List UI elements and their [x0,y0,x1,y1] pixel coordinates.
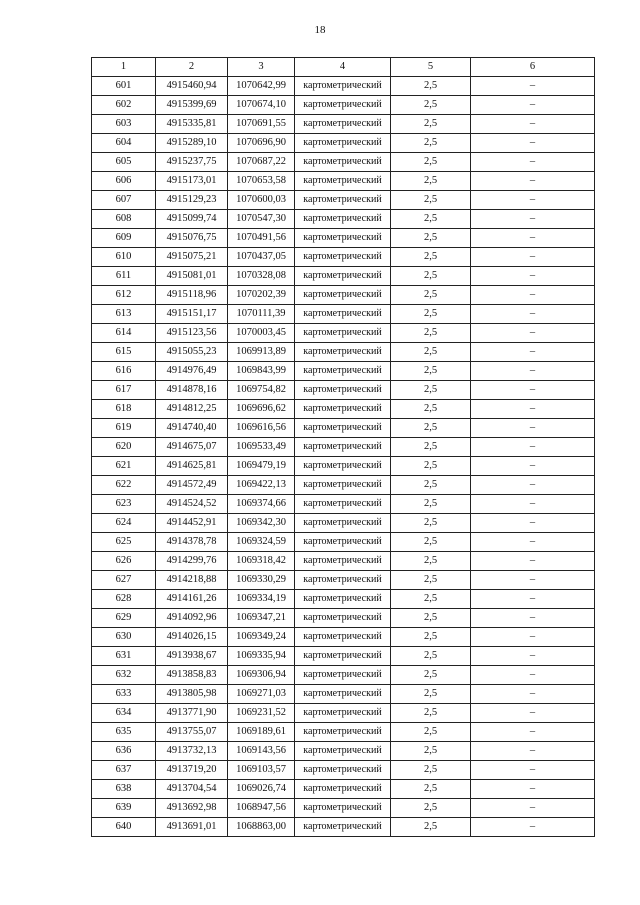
point-number-cell: 609 [92,229,156,248]
point-number-cell: 615 [92,343,156,362]
coordinate-x-cell: 4914092,96 [156,609,228,628]
method-cell: картометрический [295,115,391,134]
coordinate-x-cell: 4914878,16 [156,381,228,400]
point-number-cell: 638 [92,780,156,799]
note-cell: – [471,324,595,343]
table-row [92,419,595,438]
accuracy-cell: 2,5 [391,723,471,742]
note-cell: – [471,818,595,837]
coordinate-x-cell: 4915123,56 [156,324,228,343]
coordinate-y-cell: 1069189,61 [228,723,295,742]
point-number-cell: 618 [92,400,156,419]
coordinate-y-cell: 1069696,62 [228,400,295,419]
coordinate-y-cell: 1069342,30 [228,514,295,533]
table-row [92,305,595,324]
coordinate-y-cell: 1069306,94 [228,666,295,685]
method-cell: картометрический [295,343,391,362]
point-number-cell: 627 [92,571,156,590]
note-cell: – [471,666,595,685]
note-cell: – [471,438,595,457]
table-row [92,476,595,495]
note-cell: – [471,552,595,571]
accuracy-cell: 2,5 [391,77,471,96]
table-row [92,438,595,457]
point-number-cell: 605 [92,153,156,172]
accuracy-cell: 2,5 [391,799,471,818]
note-cell: – [471,609,595,628]
table-row [92,799,595,818]
point-number-cell: 617 [92,381,156,400]
table-row [92,685,595,704]
accuracy-cell: 2,5 [391,115,471,134]
method-cell: картометрический [295,685,391,704]
point-number-cell: 631 [92,647,156,666]
coordinate-x-cell: 4913805,98 [156,685,228,704]
method-cell: картометрический [295,324,391,343]
point-number-cell: 602 [92,96,156,115]
header-col-1: 1 [92,58,156,77]
accuracy-cell: 2,5 [391,248,471,267]
accuracy-cell: 2,5 [391,267,471,286]
table-row [92,324,595,343]
accuracy-cell: 2,5 [391,533,471,552]
accuracy-cell: 2,5 [391,628,471,647]
accuracy-cell: 2,5 [391,609,471,628]
coordinate-y-cell: 1070642,99 [228,77,295,96]
coordinate-x-cell: 4914976,49 [156,362,228,381]
header-col-4: 4 [295,58,391,77]
coordinate-x-cell: 4913692,98 [156,799,228,818]
table-row [92,628,595,647]
method-cell: картометрический [295,457,391,476]
point-number-cell: 639 [92,799,156,818]
note-cell: – [471,400,595,419]
coordinate-y-cell: 1069533,49 [228,438,295,457]
coordinate-y-cell: 1070491,56 [228,229,295,248]
method-cell: картометрический [295,799,391,818]
coordinate-y-cell: 1070600,03 [228,191,295,210]
table-row [92,153,595,172]
accuracy-cell: 2,5 [391,210,471,229]
accuracy-cell: 2,5 [391,818,471,837]
coordinate-y-cell: 1069422,13 [228,476,295,495]
table-row [92,343,595,362]
method-cell: картометрический [295,381,391,400]
coordinate-y-cell: 1069843,99 [228,362,295,381]
point-number-cell: 616 [92,362,156,381]
accuracy-cell: 2,5 [391,457,471,476]
point-number-cell: 604 [92,134,156,153]
coordinate-x-cell: 4913771,90 [156,704,228,723]
point-number-cell: 601 [92,77,156,96]
method-cell: картометрический [295,723,391,742]
table-row [92,590,595,609]
coordinate-y-cell: 1069754,82 [228,381,295,400]
coordinate-x-cell: 4913938,67 [156,647,228,666]
point-number-cell: 610 [92,248,156,267]
table-row [92,248,595,267]
method-cell: картометрический [295,419,391,438]
table-row [92,552,595,571]
table-row [92,571,595,590]
note-cell: – [471,514,595,533]
coordinate-y-cell: 1069271,03 [228,685,295,704]
note-cell: – [471,134,595,153]
point-number-cell: 628 [92,590,156,609]
note-cell: – [471,172,595,191]
point-number-cell: 640 [92,818,156,837]
table-row [92,495,595,514]
coordinate-x-cell: 4915076,75 [156,229,228,248]
note-cell: – [471,419,595,438]
point-number-cell: 622 [92,476,156,495]
coordinate-x-cell: 4914740,40 [156,419,228,438]
point-number-cell: 625 [92,533,156,552]
table-row [92,191,595,210]
coordinate-x-cell: 4914572,49 [156,476,228,495]
coordinate-y-cell: 1070653,58 [228,172,295,191]
method-cell: картометрический [295,666,391,685]
table-row [92,115,595,134]
accuracy-cell: 2,5 [391,514,471,533]
accuracy-cell: 2,5 [391,419,471,438]
coordinate-y-cell: 1070328,08 [228,267,295,286]
method-cell: картометрический [295,134,391,153]
accuracy-cell: 2,5 [391,438,471,457]
table-row [92,761,595,780]
accuracy-cell: 2,5 [391,229,471,248]
coordinate-x-cell: 4914299,76 [156,552,228,571]
method-cell: картометрический [295,286,391,305]
coordinate-x-cell: 4915099,74 [156,210,228,229]
method-cell: картометрический [295,742,391,761]
table-row [92,134,595,153]
accuracy-cell: 2,5 [391,685,471,704]
accuracy-cell: 2,5 [391,571,471,590]
table-row [92,609,595,628]
coordinate-x-cell: 4914452,91 [156,514,228,533]
method-cell: картометрический [295,267,391,286]
table-row [92,818,595,837]
coordinate-x-cell: 4915237,75 [156,153,228,172]
method-cell: картометрический [295,438,391,457]
coordinate-y-cell: 1069026,74 [228,780,295,799]
method-cell: картометрический [295,590,391,609]
method-cell: картометрический [295,704,391,723]
point-number-cell: 636 [92,742,156,761]
method-cell: картометрический [295,818,391,837]
coordinate-x-cell: 4914218,88 [156,571,228,590]
header-col-3: 3 [228,58,295,77]
table-row [92,210,595,229]
coordinate-x-cell: 4914378,78 [156,533,228,552]
table-row [92,704,595,723]
method-cell: картометрический [295,191,391,210]
coordinate-y-cell: 1068947,56 [228,799,295,818]
method-cell: картометрический [295,628,391,647]
coordinate-x-cell: 4913858,83 [156,666,228,685]
coordinate-x-cell: 4913691,01 [156,818,228,837]
table-row [92,647,595,666]
method-cell: картометрический [295,210,391,229]
note-cell: – [471,647,595,666]
table-row [92,742,595,761]
method-cell: картометрический [295,609,391,628]
header-row [92,58,595,77]
coordinate-y-cell: 1070111,39 [228,305,295,324]
coordinate-x-cell: 4913755,07 [156,723,228,742]
point-number-cell: 611 [92,267,156,286]
coordinate-x-cell: 4915335,81 [156,115,228,134]
coordinate-y-cell: 1069231,52 [228,704,295,723]
table-row [92,400,595,419]
accuracy-cell: 2,5 [391,381,471,400]
table-row [92,457,595,476]
coordinate-y-cell: 1070691,55 [228,115,295,134]
coordinate-y-cell: 1069324,59 [228,533,295,552]
coordinate-y-cell: 1070674,10 [228,96,295,115]
coordinate-y-cell: 1070003,45 [228,324,295,343]
method-cell: картометрический [295,153,391,172]
coordinate-x-cell: 4915399,69 [156,96,228,115]
method-cell: картометрический [295,514,391,533]
method-cell: картометрический [295,172,391,191]
coordinate-x-cell: 4913704,54 [156,780,228,799]
note-cell: – [471,590,595,609]
point-number-cell: 614 [92,324,156,343]
note-cell: – [471,685,595,704]
point-number-cell: 612 [92,286,156,305]
method-cell: картометрический [295,305,391,324]
coordinate-y-cell: 1069335,94 [228,647,295,666]
method-cell: картометрический [295,533,391,552]
coordinate-x-cell: 4915118,96 [156,286,228,305]
accuracy-cell: 2,5 [391,400,471,419]
point-number-cell: 607 [92,191,156,210]
table-row [92,533,595,552]
point-number-cell: 620 [92,438,156,457]
coordinate-y-cell: 1069103,57 [228,761,295,780]
note-cell: – [471,495,595,514]
note-cell: – [471,533,595,552]
header-col-6: 6 [471,58,595,77]
accuracy-cell: 2,5 [391,172,471,191]
note-cell: – [471,115,595,134]
point-number-cell: 624 [92,514,156,533]
point-number-cell: 613 [92,305,156,324]
method-cell: картометрический [295,400,391,419]
note-cell: – [471,229,595,248]
note-cell: – [471,571,595,590]
coordinate-y-cell: 1070687,22 [228,153,295,172]
method-cell: картометрический [295,248,391,267]
table-row [92,172,595,191]
method-cell: картометрический [295,362,391,381]
point-number-cell: 633 [92,685,156,704]
coordinate-y-cell: 1069318,42 [228,552,295,571]
table-header [92,58,595,77]
table-row [92,229,595,248]
method-cell: картометрический [295,476,391,495]
coordinate-x-cell: 4915460,94 [156,77,228,96]
note-cell: – [471,210,595,229]
header-col-5: 5 [391,58,471,77]
table-row [92,96,595,115]
note-cell: – [471,723,595,742]
method-cell: картометрический [295,229,391,248]
accuracy-cell: 2,5 [391,552,471,571]
coordinates-table [91,57,595,837]
note-cell: – [471,476,595,495]
coordinate-y-cell: 1069330,29 [228,571,295,590]
coordinate-y-cell: 1069913,89 [228,343,295,362]
method-cell: картометрический [295,77,391,96]
point-number-cell: 606 [92,172,156,191]
accuracy-cell: 2,5 [391,590,471,609]
point-number-cell: 632 [92,666,156,685]
accuracy-cell: 2,5 [391,780,471,799]
accuracy-cell: 2,5 [391,647,471,666]
coordinate-x-cell: 4914625,81 [156,457,228,476]
coordinate-x-cell: 4915129,23 [156,191,228,210]
accuracy-cell: 2,5 [391,495,471,514]
table-row [92,362,595,381]
coordinate-y-cell: 1069143,56 [228,742,295,761]
point-number-cell: 619 [92,419,156,438]
coordinate-x-cell: 4915173,01 [156,172,228,191]
accuracy-cell: 2,5 [391,286,471,305]
coordinate-x-cell: 4914524,52 [156,495,228,514]
coordinate-y-cell: 1069479,19 [228,457,295,476]
method-cell: картометрический [295,761,391,780]
coordinate-x-cell: 4915081,01 [156,267,228,286]
method-cell: картометрический [295,780,391,799]
coordinate-x-cell: 4915075,21 [156,248,228,267]
accuracy-cell: 2,5 [391,704,471,723]
point-number-cell: 637 [92,761,156,780]
coordinate-x-cell: 4914812,25 [156,400,228,419]
note-cell: – [471,343,595,362]
coordinate-x-cell: 4915151,17 [156,305,228,324]
point-number-cell: 608 [92,210,156,229]
note-cell: – [471,362,595,381]
note-cell: – [471,742,595,761]
coordinate-y-cell: 1070202,39 [228,286,295,305]
point-number-cell: 630 [92,628,156,647]
note-cell: – [471,799,595,818]
accuracy-cell: 2,5 [391,324,471,343]
table-row [92,267,595,286]
coordinate-y-cell: 1069349,24 [228,628,295,647]
note-cell: – [471,628,595,647]
note-cell: – [471,191,595,210]
point-number-cell: 621 [92,457,156,476]
note-cell: – [471,77,595,96]
coordinate-y-cell: 1069334,19 [228,590,295,609]
header-col-2: 2 [156,58,228,77]
table-row [92,780,595,799]
accuracy-cell: 2,5 [391,666,471,685]
note-cell: – [471,248,595,267]
note-cell: – [471,286,595,305]
accuracy-cell: 2,5 [391,305,471,324]
coordinate-y-cell: 1070547,30 [228,210,295,229]
coordinate-y-cell: 1069616,56 [228,419,295,438]
method-cell: картометрический [295,495,391,514]
accuracy-cell: 2,5 [391,153,471,172]
coordinate-y-cell: 1070696,90 [228,134,295,153]
accuracy-cell: 2,5 [391,476,471,495]
point-number-cell: 635 [92,723,156,742]
coordinate-y-cell: 1068863,00 [228,818,295,837]
note-cell: – [471,704,595,723]
note-cell: – [471,381,595,400]
point-number-cell: 626 [92,552,156,571]
point-number-cell: 629 [92,609,156,628]
coordinate-x-cell: 4913719,20 [156,761,228,780]
method-cell: картометрический [295,647,391,666]
point-number-cell: 603 [92,115,156,134]
accuracy-cell: 2,5 [391,191,471,210]
note-cell: – [471,457,595,476]
coordinate-y-cell: 1069347,21 [228,609,295,628]
table-row [92,666,595,685]
accuracy-cell: 2,5 [391,96,471,115]
coordinate-x-cell: 4914026,15 [156,628,228,647]
coordinate-x-cell: 4915055,23 [156,343,228,362]
coordinate-y-cell: 1070437,05 [228,248,295,267]
method-cell: картометрический [295,96,391,115]
table-row [92,514,595,533]
table-row [92,723,595,742]
coordinate-x-cell: 4913732,13 [156,742,228,761]
accuracy-cell: 2,5 [391,761,471,780]
method-cell: картометрический [295,552,391,571]
table-row [92,286,595,305]
table-body [92,77,595,837]
coordinate-x-cell: 4914675,07 [156,438,228,457]
accuracy-cell: 2,5 [391,362,471,381]
note-cell: – [471,761,595,780]
accuracy-cell: 2,5 [391,742,471,761]
note-cell: – [471,305,595,324]
coordinate-x-cell: 4915289,10 [156,134,228,153]
table-row [92,381,595,400]
note-cell: – [471,153,595,172]
coordinate-y-cell: 1069374,66 [228,495,295,514]
method-cell: картометрический [295,571,391,590]
accuracy-cell: 2,5 [391,134,471,153]
coordinate-x-cell: 4914161,26 [156,590,228,609]
note-cell: – [471,780,595,799]
note-cell: – [471,96,595,115]
point-number-cell: 634 [92,704,156,723]
accuracy-cell: 2,5 [391,343,471,362]
note-cell: – [471,267,595,286]
point-number-cell: 623 [92,495,156,514]
page-number: 18 [314,24,326,36]
table-row [92,77,595,96]
